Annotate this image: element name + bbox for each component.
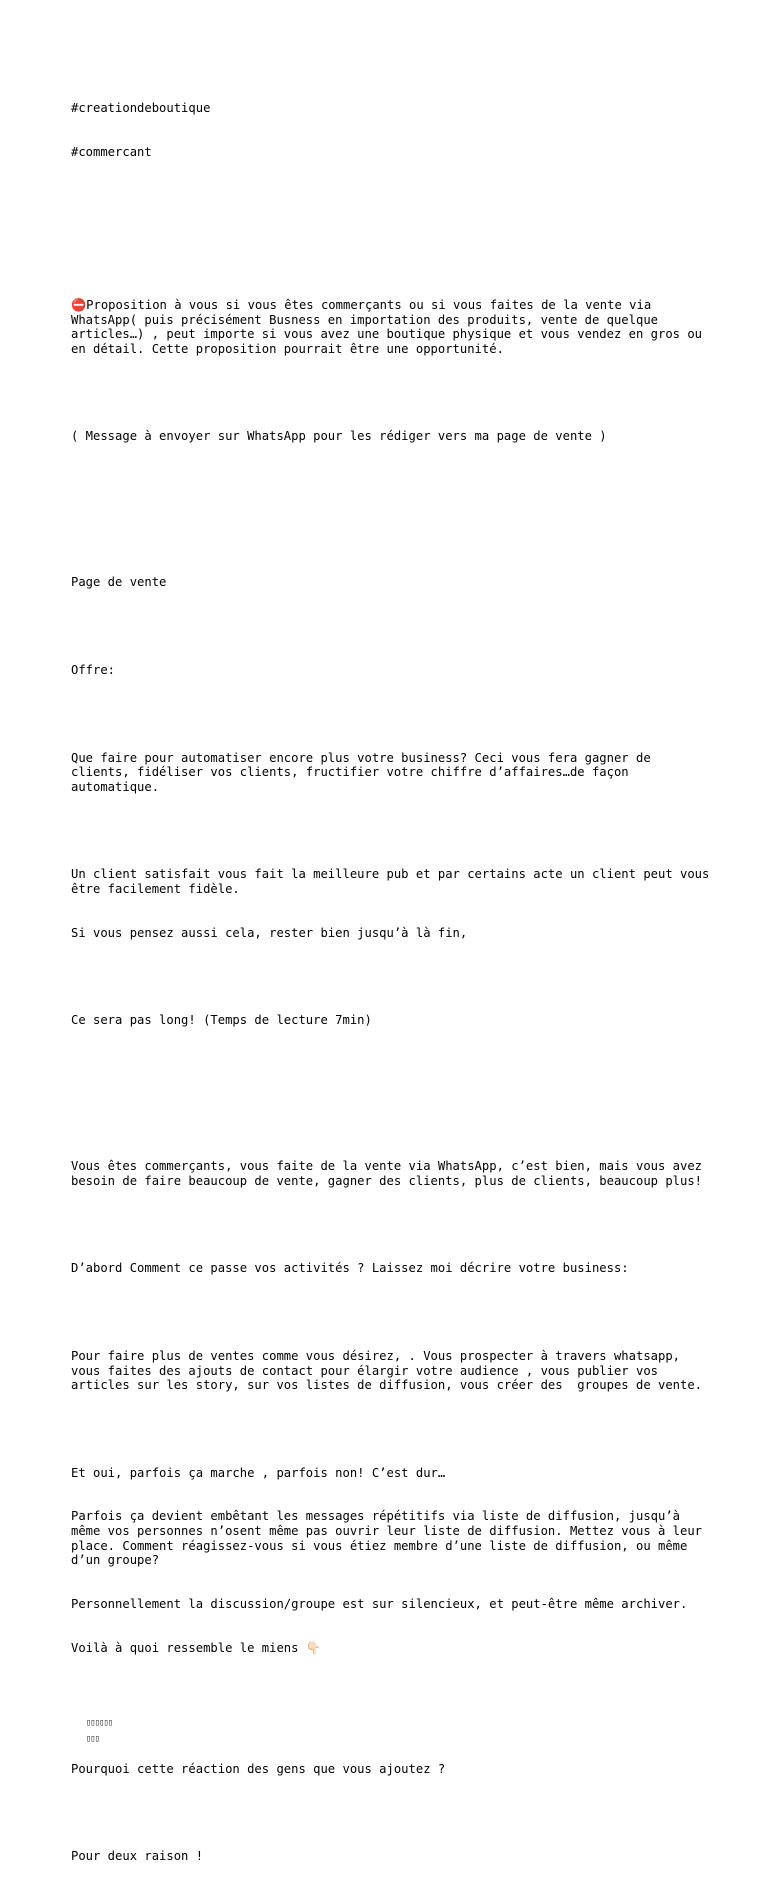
hashtag-commercant: #commercant xyxy=(71,144,152,159)
body-paragraph: Voilà à quoi ressemble le miens 👇🏻 xyxy=(71,1640,321,1655)
body-paragraph: Et oui, parfois ça marche , parfois non! C’est dur… xyxy=(71,1465,446,1480)
offer-paragraph: Que faire pour automatiser encore plus votre business? Ceci vous fera gagner de clients, fidéliser vos clients, fructifier votre chiffre d’affaires…de façon automatique. xyxy=(71,750,659,794)
intro-note: ( Message à envoyer sur WhatsApp pour les rédiger vers ma page de vente ) xyxy=(71,429,607,444)
body-paragraph: Personnellement la discussion/groupe est sur silencieux, et peut-être même archiver. xyxy=(71,1597,688,1611)
stay-paragraph: Si vous pensez aussi cela, rester bien jusqu’à là fin, xyxy=(71,925,468,940)
spacer xyxy=(71,488,711,532)
client-paragraph: Un client satisfait vous fait la meilleure pub et par certains acte un client peut vous être facilement fidèle. xyxy=(71,867,717,896)
spacer xyxy=(71,707,711,722)
reasons-line: Pour deux raison ! xyxy=(71,1849,204,1864)
hashtag-creationdeboutique: #creationdeboutique xyxy=(71,101,211,116)
spacer xyxy=(71,1685,711,1700)
emoji-placeholder-row: ▯▯▯▯▯▯ xyxy=(85,1717,113,1728)
spacer xyxy=(71,1072,711,1116)
spacer xyxy=(71,619,711,634)
body-paragraph: Pour faire plus de ventes comme vous désirez, . Vous prospecter à travers whatsapp, vous faites des ajouts de contact pour élargir votre audience , vous publier vos articles sur les story, sur vos listes de diffusion, vous créer des groupes de vente. xyxy=(71,1348,703,1393)
spacer xyxy=(71,969,711,984)
spacer xyxy=(71,1218,711,1233)
body-paragraph: Parfois ça devient embêtant les messages répétitifs via liste de diffusion, jusqu’à même vos personnes n’osent même pas ouvrir leur liste de diffusion. Mettez vous à leur place. Comment réagissez-vous si vous étiez membre d’une liste de diffusion, ou même d’un groupe? xyxy=(71,1509,710,1568)
spacer xyxy=(71,1422,711,1437)
question-line: Pourquoi cette réaction des gens que vous ajoutez ? xyxy=(71,1761,446,1776)
body-paragraph: Vous êtes commerçants, vous faite de la vente via WhatsApp, c’est bien, mais vous avez besoin de faire beaucoup de vente, gagner des clients, plus de clients, beaucoup plus! xyxy=(71,1159,710,1188)
reading-time: Ce sera pas long! (Temps de lecture 7min) xyxy=(71,1013,372,1028)
document-page xyxy=(71,72,717,1878)
offer-label: Offre: xyxy=(71,662,116,677)
spacer xyxy=(71,1805,711,1820)
sales-page-heading: Page de vente xyxy=(71,575,167,590)
intro-paragraph: ⛔Proposition à vous si vous êtes commerçants ou si vous faites de la vente via WhatsApp( puis précisément Busness en importation des produits, vente de quelque articles…) , peut importe si vous avez une boutique physique et vous vendez en gros ou en détail. Cette proposition pourrait être une opportunité. xyxy=(71,298,710,356)
spacer xyxy=(71,1305,711,1320)
spacer xyxy=(71,824,711,839)
emoji-placeholder-row: ▯▯▯ xyxy=(85,1734,99,1745)
spacer xyxy=(71,386,711,401)
spacer xyxy=(71,203,711,254)
body-paragraph: D’abord Comment ce passe vos activités ? Laissez moi décrire votre business: xyxy=(71,1261,629,1276)
